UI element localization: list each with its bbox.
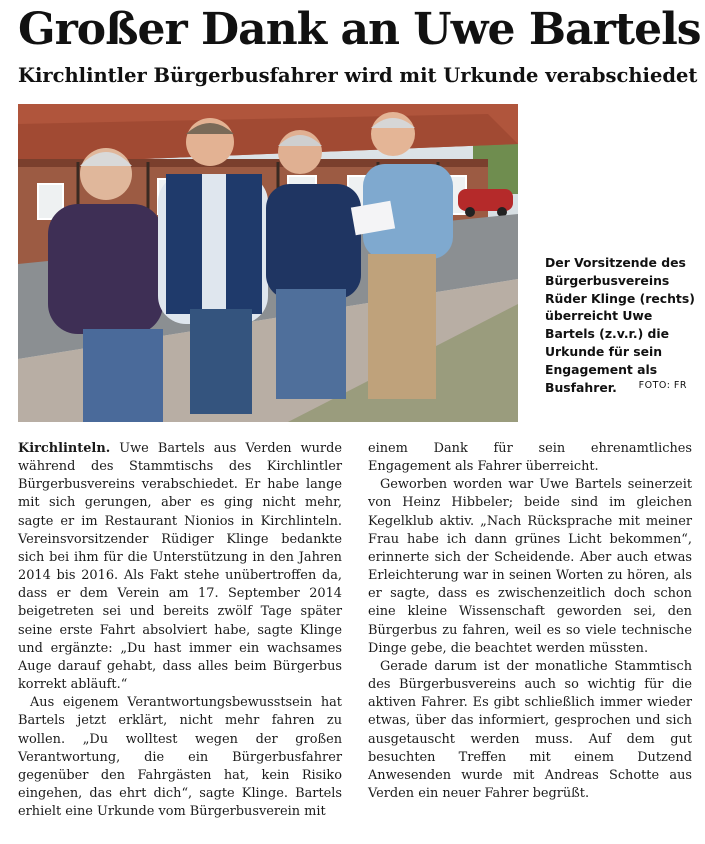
article-column-1 xyxy=(18,440,342,821)
photo-caption xyxy=(545,254,695,396)
subheadline: Kirchlintler Bürgerbusfahrer wird mit Urkunde verabschiedet xyxy=(18,64,698,87)
paragraph xyxy=(18,440,342,694)
article-photo xyxy=(18,104,518,422)
article-column-2 xyxy=(368,440,692,803)
paragraph: Geworben worden war Uwe Bartels seinerzeit von Heinz Hibbeler; beide sind im gleichen Kegelklub aktiv. „Nach Rücksprache mit meiner Frau habe ich dann grünes Licht bekommen“, erinnerte sich der Scheidende. Aber auch etwas Erleichterung war in seinen Worten zu hören, als er sagte, dass es zwischenzeitlich doch schon eine kleine Wissenschaft geworden sei, den Bürgerbus zu fahren, weil es so viele technische Dinge gebe, die beachtet werden müssten. xyxy=(368,477,692,656)
photo-four-men-image xyxy=(18,104,518,422)
caption-text: Der Vorsitzende des Bürgerbusvereins Rüder Klinge (rechts) überreicht Uwe Bartels (z.v.r.) die Urkunde für sein Engagement als Busfahrer. xyxy=(545,255,695,395)
paragraph: Aus eigenem Verantwortungsbewusstsein hat Bartels jetzt erklärt, nicht mehr fahren zu wollen. „Du wolltest wegen der großen Verantwortung, die ein Bürgerbusfahrer gegenüber den Fahrgästen hat, kein Risiko eingehen, das ehrt dich“, sagte Klinge. Bartels erhielt eine Urkunde vom Bürgerbusverein mit xyxy=(18,695,342,820)
paragraph-text: Uwe Bartels aus Verden wurde während des Stammtischs des Kirchlintler Bürgerbusvereins verabschiedet. Er habe lange mit sich gerungen, aber es ging nicht mehr, sagte er im Restaurant Nionios in Kirchlinteln. Vereinsvorsitzender Rüdiger Klinge bedankte sich bei ihm für die Unterstützung in den Jahren 2014 bis 2016. Als Fakt stehe unübertroffen da, dass er dem Verein am 17. September 2014 beigetreten sei und bereits zwölf Tage später seine erste Fahrt absolviert habe, sagte Klinge und ergänzte: „Du hast immer ein wachsames Auge darauf gehabt, dass alles beim Bürgerbus korrekt abläuft.“ xyxy=(18,441,342,693)
photo-credit: FOTO: FR xyxy=(638,379,687,391)
paragraph: Gerade darum ist der monatliche Stammtisch des Bürgerbusvereins auch so wichtig für die aktiven Fahrer. Es gibt schließlich immer wieder etwas, über das informiert, gesprochen und sich ausgetauscht werden muss. Auf dem gut besuchten Treffen mit einem Dutzend Anwesenden wurde mit Andreas Schotte aus Verden ein neuer Fahrer begrüßt. xyxy=(368,658,692,801)
paragraph: einem Dank für sein ehrenamtliches Engagement als Fahrer überreicht. xyxy=(368,441,692,475)
dateline: Kirchlinteln. xyxy=(18,441,111,456)
headline: Großer Dank an Uwe Bartels xyxy=(18,4,701,55)
